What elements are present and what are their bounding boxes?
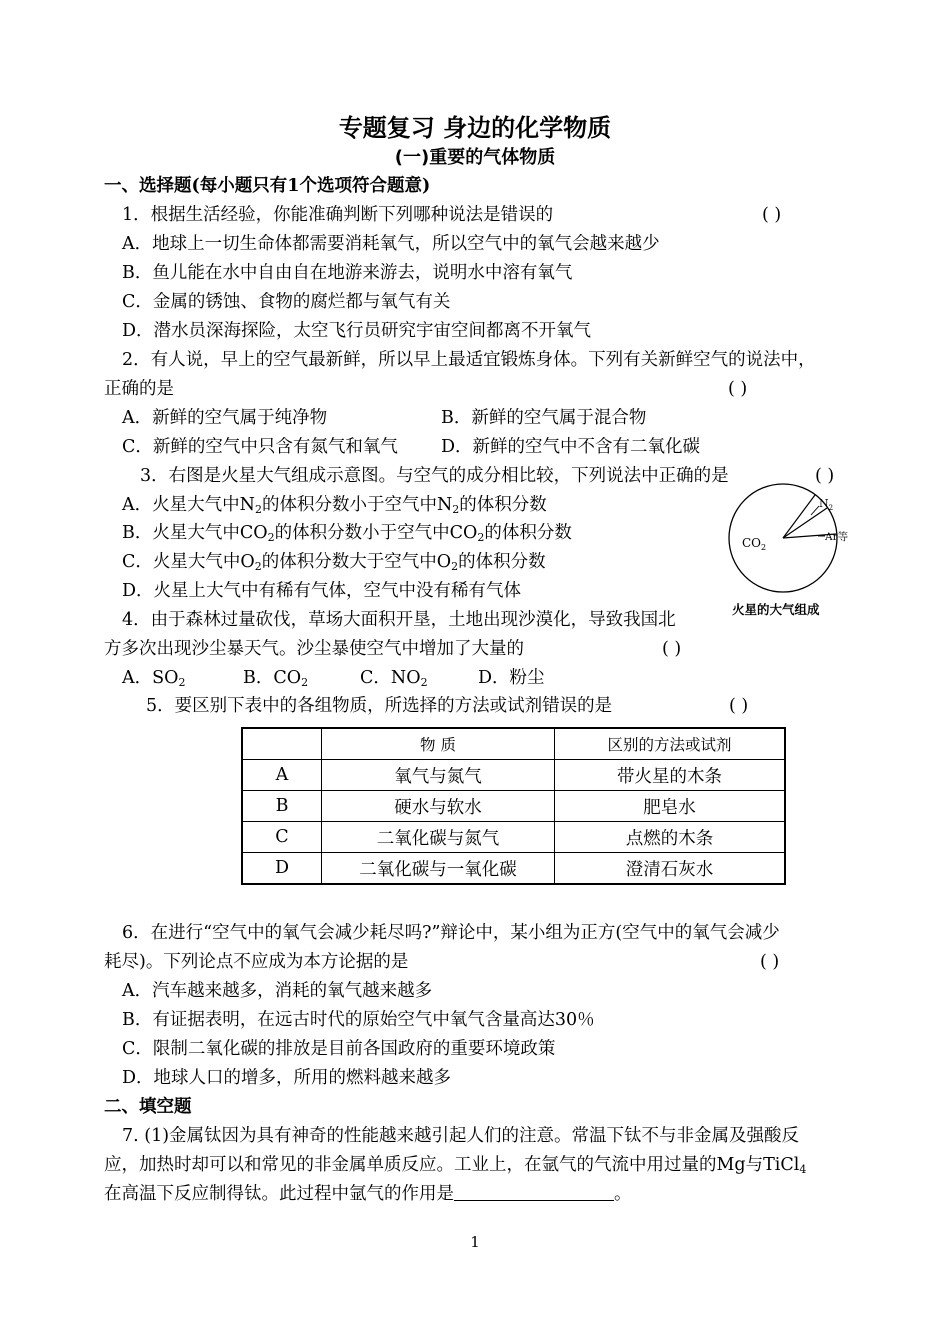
q6-option-c: C．限制二氧化碳的排放是目前各国政府的重要环境政策 [122, 1039, 556, 1059]
q4-option-c: C．$NO_2$ [360, 668, 428, 689]
q7-answer-blank[interactable] [454, 1182, 614, 1201]
q2-stem-line2: 正确的是 [104, 379, 174, 399]
q3-answer-paren: ( ) [815, 466, 835, 486]
table-header-cell: 区别的方法或试剂 [555, 728, 786, 760]
mars-atmosphere-caption: 火星的大气组成 [732, 602, 820, 617]
q6-option-d: D．地球人口的增多，所用的燃料越来越多 [122, 1068, 452, 1088]
table-header-cell: 物 质 [322, 728, 555, 760]
q6-stem-line2: 耗尽)。下列论点不应成为本方论据的是 [104, 952, 409, 972]
mars-atmosphere-figure [722, 480, 852, 600]
pie-label-co2: $CO_2$ [742, 536, 767, 552]
q4-option-a: A．$SO_2$ [122, 668, 186, 689]
table-cell: A [242, 760, 322, 791]
q3-option-d: D．火星上大气中有稀有气体，空气中没有稀有气体 [122, 581, 522, 601]
q7-line2: 应，加热时却可以和常见的非金属单质反应。工业上，在氩气的气流中用过量的Mg与TiCl$_4$ [104, 1155, 807, 1176]
q3-option-b: B．火星大气中$CO_2$的体积分数小于空气中$CO_2$的体积分数 [122, 523, 572, 544]
q3-stem: 3．右图是火星大气组成示意图。与空气的成分相比较，下列说法中正确的是 [140, 466, 729, 486]
table-header-row [242, 728, 785, 760]
q6-stem-line1: 6．在进行“空气中的氧气会减少耗尽吗?”辩论中，某小组为正方(空气中的氧气会减少 [122, 923, 780, 943]
page-number: 1 [470, 1233, 480, 1251]
pie-divider-n2-top [783, 495, 815, 538]
q4-stem-line1: 4．由于森林过量砍伐，草场大面积开垦，土地出现沙漠化，导致我国北 [122, 610, 676, 630]
table-cell: D [242, 853, 322, 885]
table-cell: 澄清石灰水 [555, 853, 786, 885]
table-row [242, 853, 785, 885]
table-cell: 肥皂水 [555, 791, 786, 822]
table-row [242, 822, 785, 853]
table-row [242, 760, 785, 791]
q7-line3: 在高温下反应制得钛。此过程中氩气的作用是 。 [104, 1184, 632, 1204]
table-row [242, 791, 785, 822]
q2-option-b: B．新鲜的空气属于混合物 [441, 408, 647, 428]
pie-label-ar: Ar等 [825, 531, 849, 543]
q1-answer-paren: ( ) [762, 205, 782, 225]
table-cell: 带火星的木条 [555, 760, 786, 791]
q3-option-c: C．火星大气中$O_2$的体积分数大于空气中$O_2$的体积分数 [122, 552, 546, 573]
q5-answer-paren: ( ) [729, 696, 749, 716]
q4-option-d: D．粉尘 [478, 668, 545, 688]
table-cell: 硬水与软水 [322, 791, 555, 822]
q2-option-a: A．新鲜的空气属于纯净物 [122, 408, 328, 428]
table-cell: 氧气与氮气 [322, 760, 555, 791]
pie-label-n2: $N_2$ [819, 497, 834, 512]
q5-stem: 5．要区别下表中的各组物质，所选择的方法或试剂错误的是 [146, 696, 613, 716]
q7-line1: 7. (1)金属钛因为具有神奇的性能越来越引起人们的注意。常温下钛不与非金属及强酸反 [122, 1126, 800, 1146]
q3-option-a: A．火星大气中$N_2$的体积分数小于空气中$N_2$的体积分数 [122, 495, 547, 516]
q2-option-d: D．新鲜的空气中不含有二氧化碳 [441, 437, 701, 457]
q5-table [241, 727, 786, 885]
pie-divider-n2-bottom [783, 508, 827, 538]
q4-answer-paren: ( ) [662, 639, 682, 659]
q6-answer-paren: ( ) [760, 952, 780, 972]
q2-answer-paren: ( ) [728, 379, 748, 399]
page-title: 专题复习 身边的化学物质 [338, 114, 612, 142]
table-cell: 点燃的木条 [555, 822, 786, 853]
page-subtitle: (一)重要的气体物质 [394, 147, 556, 168]
q2-option-c: C．新鲜的空气中只含有氮气和氧气 [122, 437, 398, 457]
q1-stem: 1．根据生活经验，你能准确判断下列哪种说法是错误的 [122, 205, 554, 225]
q6-option-b: B．有证据表明，在远古时代的原始空气中氧气含量高达30％ [122, 1010, 595, 1030]
section-heading-fill-in: 二、填空题 [104, 1097, 192, 1117]
table-cell: 二氧化碳与一氧化碳 [322, 853, 555, 885]
q1-option-b: B．鱼儿能在水中自由自在地游来游去，说明水中溶有氧气 [122, 263, 573, 283]
table-cell: 二氧化碳与氮气 [322, 822, 555, 853]
table-header-cell [242, 728, 322, 760]
section-heading-choice: 一、选择题(每小题只有1个选项符合题意) [104, 176, 431, 196]
q4-stem-line2: 方多次出现沙尘暴天气。沙尘暴使空气中增加了大量的 [104, 639, 524, 659]
q1-option-d: D．潜水员深海探险，太空飞行员研究宇宙空间都离不开氧气 [122, 321, 592, 341]
q6-option-a: A．汽车越来越多，消耗的氧气越来越多 [122, 981, 433, 1001]
table-cell: B [242, 791, 322, 822]
table-cell: C [242, 822, 322, 853]
q2-stem-line1: 2．有人说，早上的空气最新鲜，所以早上最适宜锻炼身体。下列有关新鲜空气的说法中， [122, 350, 816, 370]
q4-option-b: B．$CO_2$ [243, 668, 309, 689]
q1-option-a: A．地球上一切生命体都需要消耗氧气，所以空气中的氧气会越来越少 [122, 234, 660, 254]
q1-option-c: C．金属的锈蚀、食物的腐烂都与氧气有关 [122, 292, 451, 312]
